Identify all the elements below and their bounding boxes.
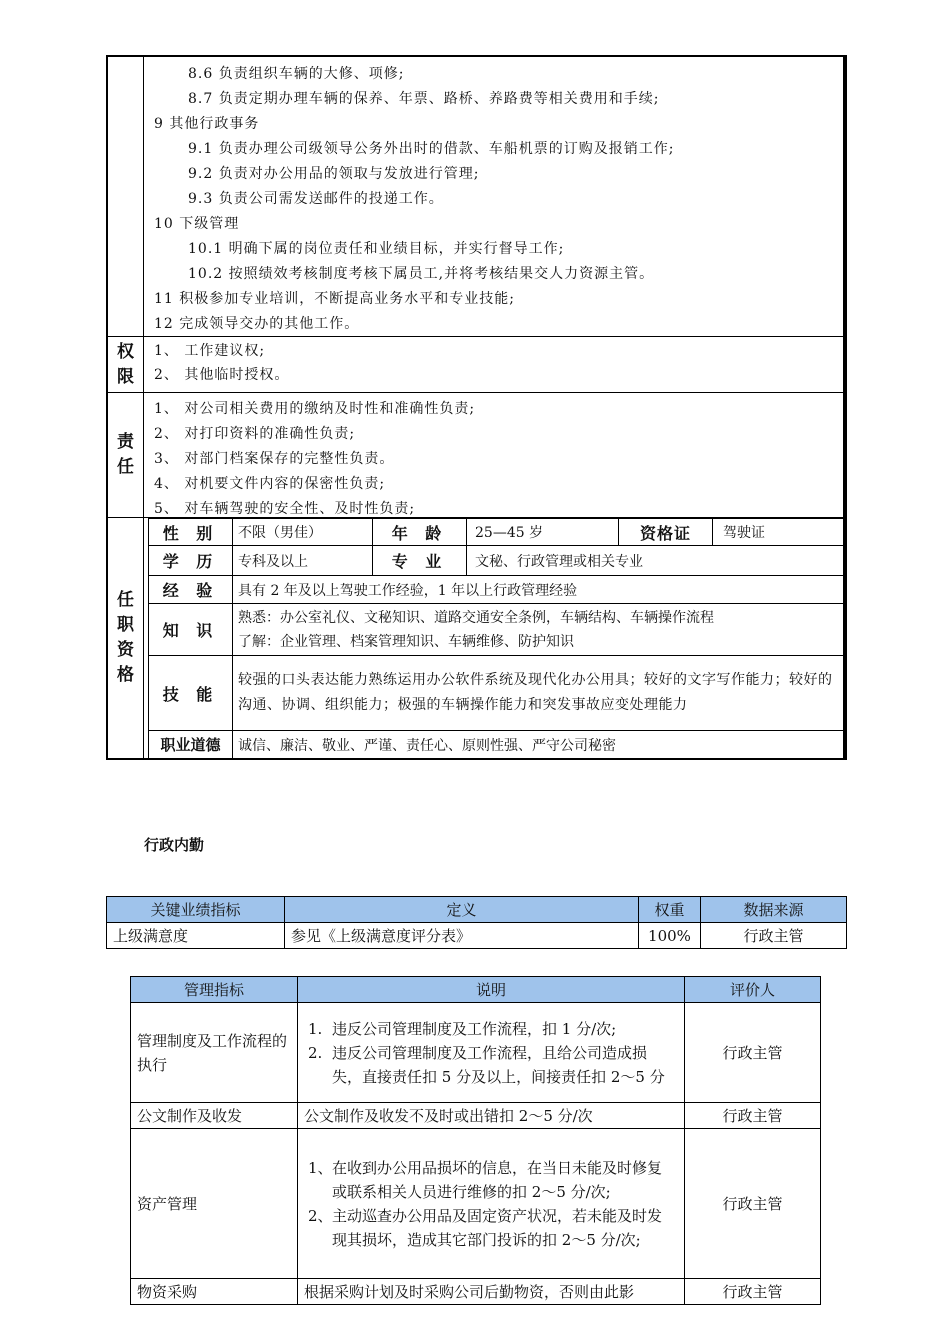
duty-line: 11 积极参加专业培训，不断提高业务水平和专业技能; [154, 291, 515, 307]
mgmt-rater: 行政主管 [685, 1003, 821, 1103]
duty-line: 9.2 负责对办公用品的领取与发放进行管理; [188, 166, 480, 182]
duty-line: 9.3 负责公司需发送邮件的投递工作。 [188, 191, 444, 207]
duty-line: 10.1 明确下属的岗位责任和业绩目标，并实行督导工作; [188, 241, 565, 257]
certificate-label: 资格证 [619, 519, 713, 546]
authority-label: 权限 [117, 341, 134, 387]
gender-label: 性 别 [149, 519, 233, 546]
mgmt-header: 说明 [298, 977, 685, 1003]
duty-line: 8.6 负责组织车辆的大修、项修; [188, 66, 405, 82]
mgmt-desc: 根据采购计划及时采购公司后勤物资，否则由此影 [298, 1279, 685, 1305]
duty-line: 10 下级管理 [154, 216, 240, 232]
mgmt-rater: 行政主管 [685, 1129, 821, 1279]
section-title: 行政内勤 [144, 836, 205, 854]
authority-line: 1、 工作建议权; [154, 343, 266, 359]
age-value: 25—45 岁 [467, 519, 619, 546]
knowledge-label: 知 识 [149, 604, 233, 656]
mgmt-indicator: 管理制度及工作流程的执行 [131, 1003, 298, 1103]
qualification-table [148, 518, 845, 759]
authority-line: 2、 其他临时授权。 [154, 367, 290, 383]
qualification-label: 任职资格 [117, 590, 134, 685]
list-item: 2. 违反公司管理制度及工作流程，且给公司造成损失，直接责任扣 5 分及以上，间接责任扣 2～5 分 [308, 1043, 665, 1086]
mgmt-header: 评价人 [685, 977, 821, 1003]
duty-line: 12 完成领导交办的其他工作。 [154, 316, 360, 332]
major-label: 专 业 [373, 546, 467, 576]
knowledge-familiar: 熟悉：办公室礼仪、文秘知识、道路交通安全条例，车辆结构、车辆操作流程 [238, 609, 714, 626]
list-item: 1、 在收到办公用品损坏的信息，在当日未能及时修复或联系相关人员进行维修的扣 2～5 分/次; [308, 1158, 663, 1201]
gender-value: 不限（男佳） [233, 519, 373, 546]
kpi-table [106, 896, 847, 949]
mgmt-indicator: 物资采购 [131, 1279, 298, 1305]
education-label: 学 历 [149, 546, 233, 576]
duty-line: 9 其他行政事务 [154, 116, 260, 132]
duty-line: 9.1 负责办理公司级领导公务外出时的借款、车船机票的订购及报销工作; [188, 141, 675, 157]
kpi-cell: 参见《上级满意度评分表》 [285, 923, 639, 949]
age-label: 年 龄 [373, 519, 467, 546]
responsibility-line: 3、 对部门档案保存的完整性负责。 [154, 451, 395, 467]
job-description-table [106, 55, 847, 760]
kpi-cell: 行政主管 [701, 923, 847, 949]
mgmt-header: 管理指标 [131, 977, 298, 1003]
mgmt-indicator: 资产管理 [131, 1129, 298, 1279]
major-value: 文秘、行政管理或相关专业 [467, 546, 845, 576]
skill-label: 技 能 [149, 656, 233, 731]
knowledge-understand: 了解：企业管理、档案管理知识、车辆维修、防护知识 [238, 633, 574, 650]
responsibility-line: 5、 对车辆驾驶的安全性、及时性负责; [154, 501, 416, 517]
mgmt-desc-list [304, 1017, 674, 1089]
skill-value: 较强的口头表达能力熟练运用办公软件系统及现代化办公用具；较好的文字写作能力；较好的沟通、协调、组织能力；极强的车辆操作能力和突发事故应变处理能力 [233, 656, 845, 731]
kpi-header: 关键业绩指标 [107, 897, 285, 923]
mgmt-rater: 行政主管 [685, 1279, 821, 1305]
kpi-header: 权重 [639, 897, 701, 923]
responsibility-label: 责任 [117, 432, 134, 477]
duty-line: 8.7 负责定期办理车辆的保养、年票、路桥、养路费等相关费用和手续; [188, 91, 660, 107]
experience-value: 具有 2 年及以上驾驶工作经验，1 年以上行政管理经验 [233, 576, 845, 604]
certificate-value: 驾驶证 [713, 519, 845, 546]
management-table [130, 976, 821, 1305]
duty-line: 10.2 按照绩效考核制度考核下属员工,并将考核结果交人力资源主管。 [188, 266, 655, 282]
kpi-cell: 上级满意度 [107, 923, 285, 949]
kpi-header: 定义 [285, 897, 639, 923]
kpi-cell: 100% [639, 923, 701, 949]
mgmt-rater: 行政主管 [685, 1103, 821, 1129]
ethic-value: 诚信、廉洁、敬业、严谨、责任心、原则性强、严守公司秘密 [233, 731, 845, 759]
kpi-header: 数据来源 [701, 897, 847, 923]
experience-label: 经 验 [149, 576, 233, 604]
list-item: 2、 主动巡查办公用品及固定资产状况，若未能及时发现其损坏，造成其它部门投诉的扣 2～5 分/次; [308, 1206, 663, 1249]
responsibility-line: 1、 对公司相关费用的缴纳及时性和准确性负责; [154, 401, 476, 417]
responsibility-line: 4、 对机要文件内容的保密性负责; [154, 476, 386, 492]
mgmt-desc-list [304, 1156, 674, 1252]
education-value: 专科及以上 [233, 546, 373, 576]
mgmt-indicator: 公文制作及收发 [131, 1103, 298, 1129]
ethic-label: 职业道德 [149, 731, 233, 759]
mgmt-desc: 公文制作及收发不及时或出错扣 2～5 分/次 [298, 1103, 685, 1129]
responsibility-line: 2、 对打印资料的准确性负责; [154, 426, 356, 442]
list-item: 1. 违反公司管理制度及工作流程，扣 1 分/次; [308, 1019, 617, 1038]
